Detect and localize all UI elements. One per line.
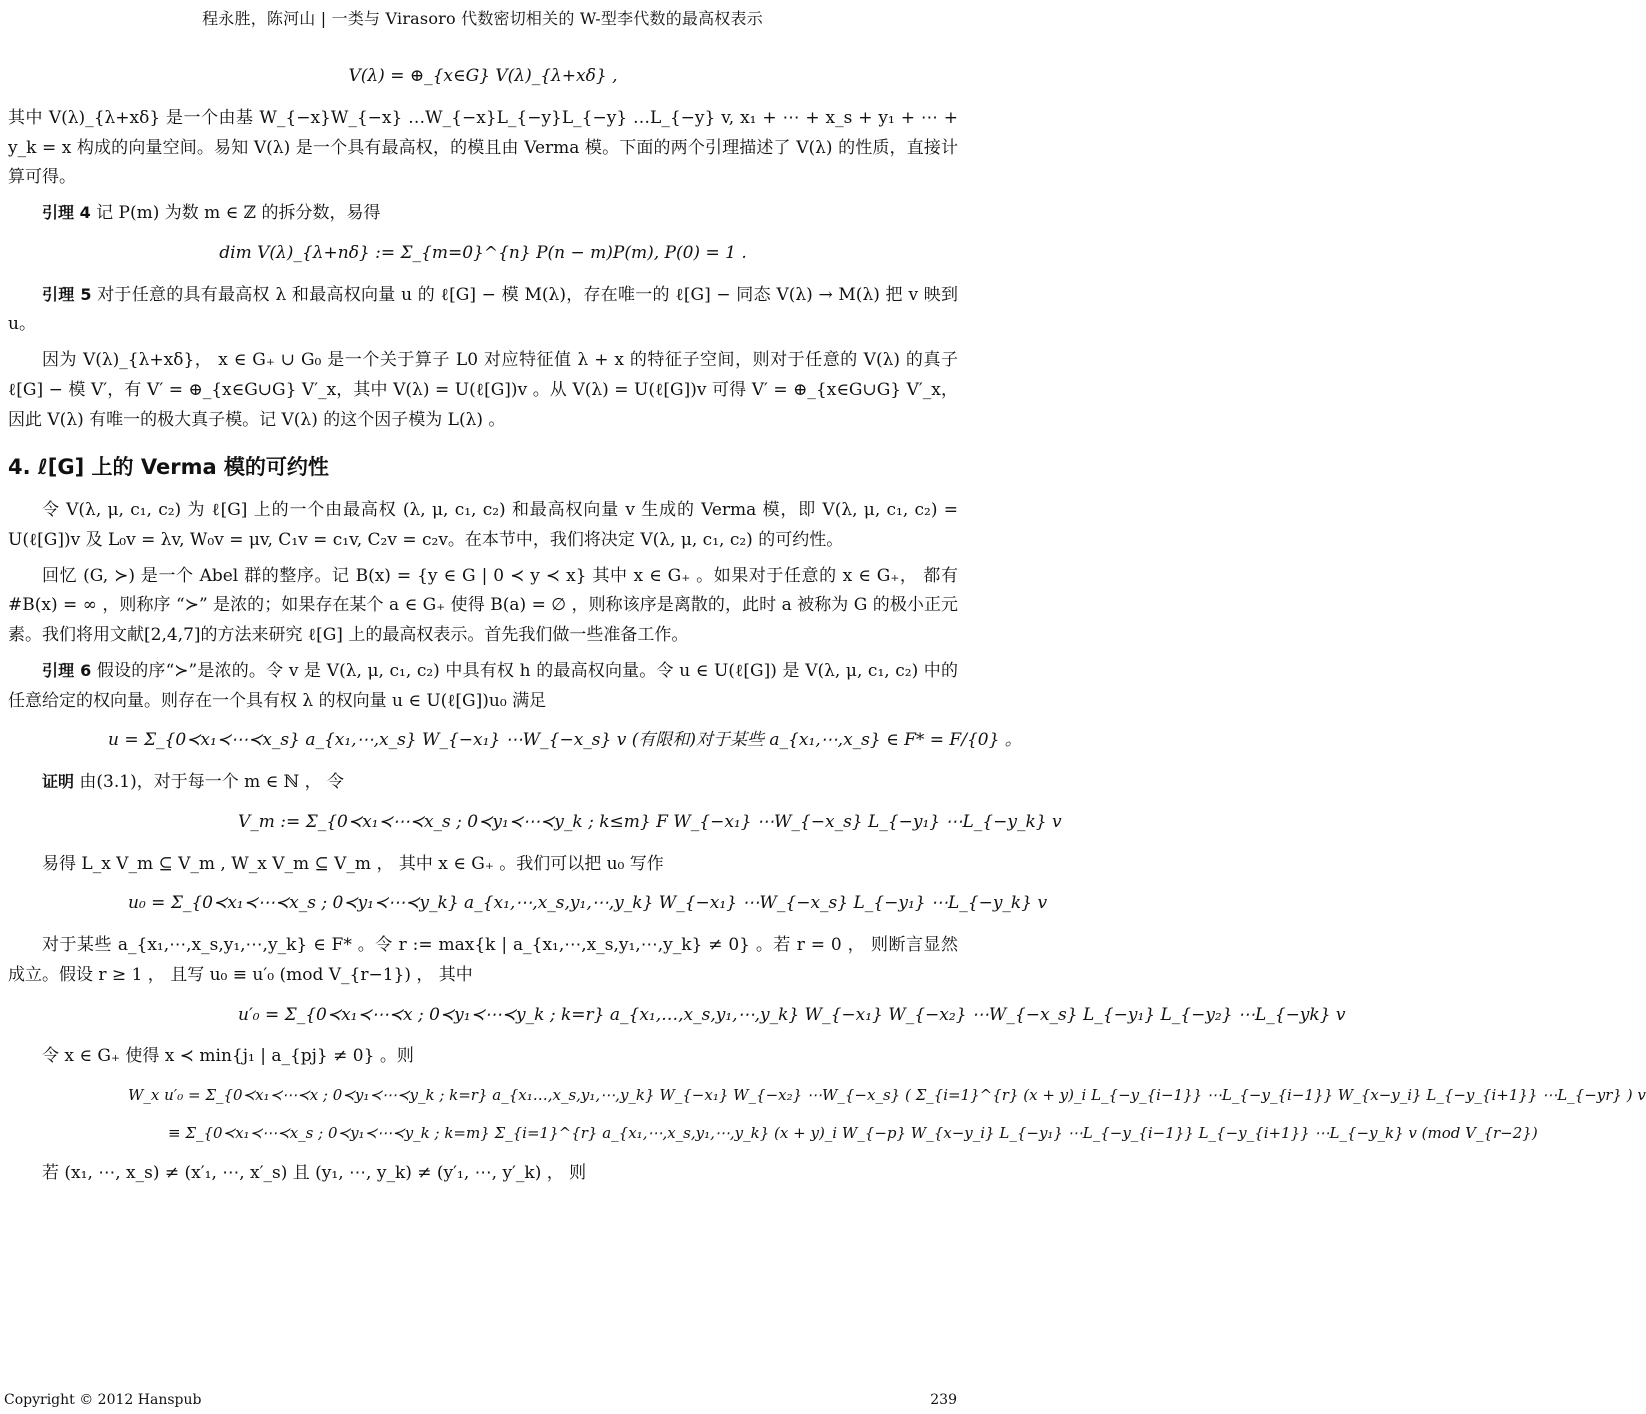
paragraph-verma-definition: 令 V(λ, μ, c₁, c₂) 为 ℓ[G] 上的一个由最高权 (λ, μ, c₁, c₂) 和最高权向量 v 生成的 Verma 模，即 V(λ, μ, c₁, c₂) = U(ℓ[G])v 及 L₀v = λv, W₀v = μv, C₁v = c₁v, C₂v = c₂v。在本节中，我们将决定 V(λ, μ, c₁, c₂) 的可约性。 xyxy=(8,500,958,550)
equation-u0-prime: u′₀ = Σ_{0≺x₁≺⋯≺x ; 0≺y₁≺⋯≺y_k ; k=r} a_{x₁,…,x_s,y₁,⋯,y_k} W_{−x₁} W_{−x₂} ⋯W_{−x_s} L_{−y₁} L_{−y₂} ⋯L_{−yk} v xyxy=(238,1004,1346,1025)
equation-u0: u₀ = Σ_{0≺x₁≺⋯≺x_s ; 0≺y₁≺⋯≺y_k} a_{x₁,⋯,x_s,y₁,⋯,y_k} W_{−x₁} ⋯W_{−x_s} L_{−y₁} ⋯L_{−y_k} v xyxy=(128,893,1048,914)
proof-text: 由(3.1)，对于每一个 m ∈ ℕ ， 令 xyxy=(79,772,344,792)
paragraph-choose-x: 令 x ∈ G₊ 使得 x ≺ min{j₁ | a_{pj} ≠ 0} 。则 xyxy=(42,1046,414,1067)
lemma-4 xyxy=(8,199,958,229)
lemma-6-label: 引理 6 xyxy=(42,660,92,680)
paragraph-weight-space: 其中 V(λ)_{λ+xδ} 是一个由基 W_{−x}W_{−x} …W_{−x}L_{−y}L_{−y} …L_{−y} v, x₁ + ⋯ + x_s + y₁ + ⋯ + y_k = x 构成的向量空间。易知 V(λ) 是一个具有最高权，的模且由 Verma 模。下面的两个引理描述了 V(λ) 的性质，直接计算可得。 xyxy=(8,107,958,188)
lemma-4-label: 引理 4 xyxy=(42,203,91,222)
lemma-6-text: 假设的序“≻”是浓的。令 v 是 V(λ, μ, c₁, c₂) 中具有权 h 的最高权向量。令 u ∈ U(ℓ[G]) 是 V(λ, μ, c₁, c₂) 中的任意给定的权向量。则存在一个具有权 λ 的权向量 u ∈ U(ℓ[G])u₀ 满足 xyxy=(8,660,958,711)
page-body xyxy=(8,52,1646,1194)
lemma-4-text: 记 P(m) 为数 m ∈ ℤ 的拆分数，易得 xyxy=(96,203,381,223)
lemma-5-text: 对于任意的具有最高权 λ 和最高权向量 u 的 ℓ[G] − 模 M(λ)，存在唯一的 ℓ[G] − 同态 V(λ) → M(λ) 把 v 映到 u。 xyxy=(8,284,958,335)
copyright: Copyright © 2012 Hanspub xyxy=(4,1392,202,1408)
equation-lemma-6: u = Σ_{0≺x₁≺⋯≺x_s} a_{x₁,⋯,x_s} W_{−x₁} ⋯W_{−x_s} v (有限和)对于某些 a_{x₁,⋯,x_s} ∈ F* = F/{0} 。 xyxy=(108,730,1022,751)
paragraph-if-different: 若 (x₁, ⋯, x_s) ≠ (x′₁, ⋯, x′_s) 且 (y₁, ⋯, y_k) ≠ (y′₁, ⋯, y′_k) ， 则 xyxy=(42,1162,587,1183)
equation-congruence: ≡ Σ_{0≺x₁≺⋯≺x_s ; 0≺y₁≺⋯≺y_k ; k=m} Σ_{i=1}^{r} a_{x₁,⋯,x_s,y₁,⋯,y_k} (x + y)_i W_{−p} W_{x−y_i} L_{−y₁} ⋯L_{−y_{i−1}} L_{−y_{i+1}} ⋯L_{−y_k} v (mod V_{r−2}) xyxy=(168,1124,1538,1143)
lemma-5-label: 引理 5 xyxy=(42,284,92,304)
page-number: 239 xyxy=(930,1392,957,1408)
lemma-5 xyxy=(8,281,958,341)
paragraph-u0: 易得 L_x V_m ⊆ V_m , W_x V_m ⊆ V_m ， 其中 x ∈ G₊ 。我们可以把 u₀ 写作 xyxy=(42,853,664,874)
paragraph-r-max: 对于某些 a_{x₁,⋯,x_s,y₁,⋯,y_k} ∈ F* 。令 r := max{k | a_{x₁,⋯,x_s,y₁,⋯,y_k} ≠ 0} 。若 r = 0 ， 则断言显然成立。假设 r ≥ 1 ， 且写 u₀ ≡ u′₀ (mod V_{r−1}) ， 其中 xyxy=(8,935,958,985)
proof-label: 证明 xyxy=(42,772,75,791)
proof xyxy=(8,768,958,798)
equation-direct-sum: V(λ) = ⊕_{x∈G} V(λ)_{λ+xδ} , xyxy=(348,66,618,86)
equation-vm: V_m := Σ_{0≺x₁≺⋯≺x_s ; 0≺y₁≺⋯≺y_k ; k≤m} F W_{−x₁} ⋯W_{−x_s} L_{−y₁} ⋯L_{−y_k} v xyxy=(238,811,1062,832)
section-title: 4. ℓ[G] 上的 Verma 模的可约性 xyxy=(8,455,329,480)
equation-dimension: dim V(λ)_{λ+nδ} := Σ_{m=0}^{n} P(n − m)P(m), P(0) = 1 . xyxy=(219,242,747,263)
paragraph-order: 回忆 (G, ≻) 是一个 Abel 群的整序。记 B(x) = {y ∈ G | 0 ≺ y ≺ x} 其中 x ∈ G₊ 。如果对于任意的 x ∈ G₊， 都有 #B(x) = ∞ ，则称序 “≻” 是浓的；如果存在某个 a ∈ G₊ 使得 B(a) = ∅ ，则称该序是离散的，此时 a 被称为 G 的极小正元素。我们将用文献[2,4,7]的方法来研究 ℓ[G] 上的最高权表示。首先我们做一些准备工作。 xyxy=(8,565,958,645)
equation-wx-u0: W_x u′₀ = Σ_{0≺x₁≺⋯≺x ; 0≺y₁≺⋯≺y_k ; k=r} a_{x₁…,x_s,y₁,⋯,y_k} W_{−x₁} W_{−x₂} ⋯W_{−x_s} ( Σ_{i=1}^{r} (x + y)_i L_{−y_{i−1}} ⋯L_{−y_{i−1}} W_{x−y_i} L_{−y_{i+1}} ⋯L_{−yr} ) v xyxy=(128,1086,1646,1104)
running-head: 程永胜，陈河山 | 一类与 Virasoro 代数密切相关的 W-型李代数的最高权表示 xyxy=(202,9,763,28)
paragraph-maximal-submodule: 因为 V(λ)_{λ+xδ}， x ∈ G₊ ∪ G₀ 是一个关于算子 L0 对应特征值 λ + x 的特征子空间，则对于任意的 V(λ) 的真子 ℓ[G] − 模 V′，有 V′ = ⊕_{x∈G∪G} V′_x，其中 V(λ) = U(ℓ[G])v 。从 V(λ) = U(ℓ[G])v 可得 V′ = ⊕_{x∈G∪G} V′_x，因此 V(λ) 有唯一的极大真子模。记 V(λ) 的这个因子模为 L(λ) 。 xyxy=(8,350,958,430)
lemma-6 xyxy=(8,657,958,717)
